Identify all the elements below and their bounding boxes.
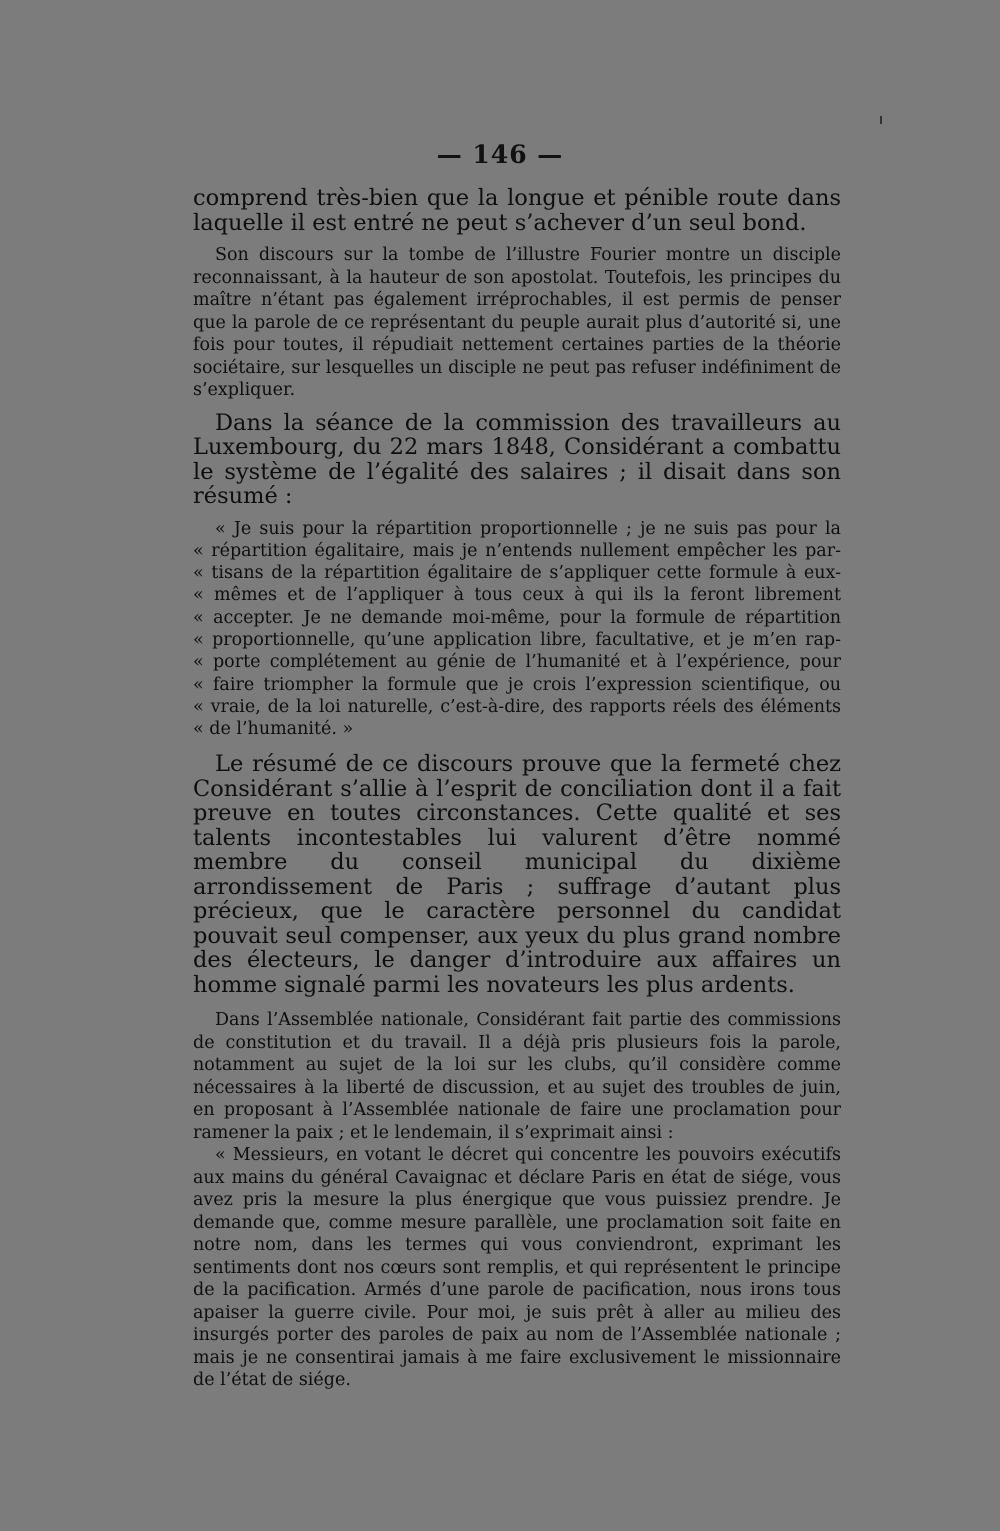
quote-line: « répartition égalitaire, mais je n’entends nullement empêcher les par- [193,540,841,561]
margin-mark [880,116,882,124]
quote-line: « mêmes et de l’appliquer à tous ceux à qui ils la feront librement [193,585,841,606]
text-column [193,186,841,1392]
quote-line: « accepter. Je ne demande moi-même, pour la formule de répartition [193,607,841,628]
quote-line: « porte complétement au génie de l’humanité et à l’expérience, pour [193,652,841,673]
paragraph-fourier-speech: Son discours sur la tombe de l’illustre Fourier montre un disciple reconnaissant, à la hauteur de son apostolat. Toutefois, les principes du maître n’étant pas également irréprochables, il est permis de penser que la parole de ce représentant du peuple aurait plus d’autorité si, une fois pour toutes, il répudiait nettement certaines parties de la théorie sociétaire, sur lesquelles un disciple ne peut pas refuser indéfiniment de s’expliquer. [193,245,841,400]
paragraph-luxembourg-commission: Dans la séance de la commission des travailleurs au Luxembourg, du 22 mars 1848, Considérant a combattu le système de l’égalité des salaires ; il disait dans son résumé : [193,409,841,509]
paragraph-national-assembly: Dans l’Assemblée nationale, Considérant fait partie des commissions de constitution et du travail. Il a déjà pris plusieurs fois la parole, notamment au sujet de la loi sur les clubs, qu’il considère comme nécessaires à la liberté de discussion, et au sujet des troubles de juin, en proposant à l’Assemblée nationale de faire une proclamation pour ramener la paix ; et le lendemain, il s’exprimait ainsi : [193,1010,841,1143]
quote-line: « Je suis pour la répartition proportionnelle ; je ne suis pas pour la [215,518,841,539]
page-number: — 146 — [436,140,564,169]
paragraph-continuation: comprend très-bien que la longue et pénible route dans laquelle il est entré ne peut s’achever d’un seul bond. [193,185,841,236]
quote-line: « vraie, de la loi naturelle, c’est-à-dire, des rapports réels des éléments [193,696,841,717]
quote-line: « faire triompher la formule que je crois l’expression scientifique, ou [193,674,841,695]
quote-line: « tisans de la répartition égalitaire de s’appliquer cette formule à eux- [193,563,841,584]
quote-line: « de l’humanité. » [193,719,354,740]
paragraph-conciliation: Le résumé de ce discours prouve que la fermeté chez Considérant s’allie à l’esprit de conciliation dont il a fait preuve en toutes circonstances. Cette qualité et ses talents incontestables lui valurent d’être nommé membre du conseil municipal du dixième arrondissement de Paris ; suffrage d’autant plus précieux, que le caractère personnel du candidat pouvait seul compenser, aux yeux du plus grand nombre des électeurs, le danger d’introduire aux affaires un homme signalé parmi les novateurs les plus ardents. [193,751,841,998]
quote-line: « proportionnelle, qu’une application libre, facultative, et je m’en rap- [193,629,841,650]
quote-block-resume [193,518,841,741]
paragraph-speech-quote: « Messieurs, en votant le décret qui concentre les pouvoirs exécutifs aux mains du général Cavaignac et déclare Paris en état de siége, vous avez pris la mesure la plus énergique que vous puissiez prendre. Je demande que, comme mesure parallèle, une proclamation soit faite en notre nom, dans les termes qui vous conviendront, exprimant les sentiments dont nos cœurs sont remplis, et qui représentent le principe de la pacification. Armés d’une parole de pacification, nous irons tous apaiser la guerre civile. Pour moi, je suis prêt à aller au milieu des insurgés porter des paroles de paix au nom de l’Assemblée nationale ; mais je ne consentirai jamais à me faire exclusivement le missionnaire de l’état de siége. [193,1145,841,1391]
